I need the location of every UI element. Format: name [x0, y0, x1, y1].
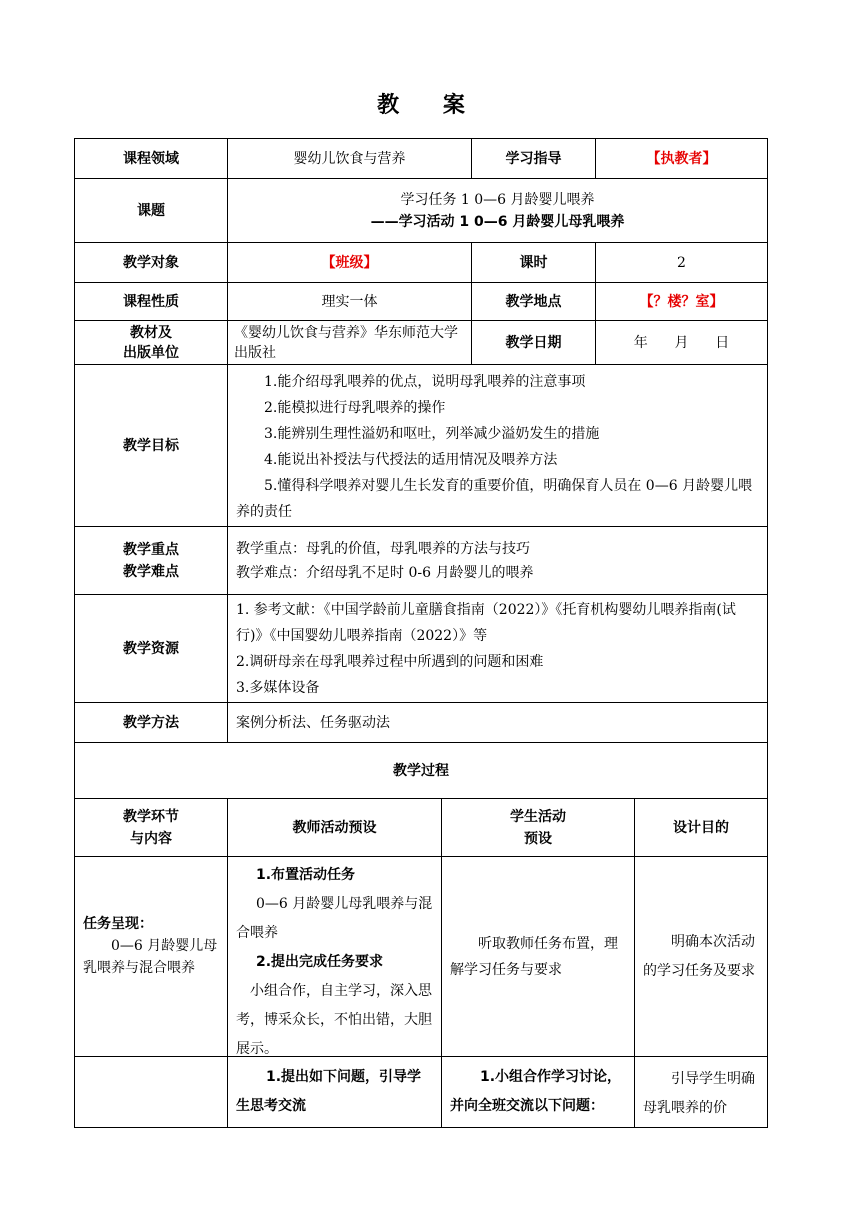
teacher-requirement-body: 小组合作，自主学习，深入思考，博采众长，不怕出错，大胆展示。	[236, 983, 432, 1057]
keypoint-line: 教学重点：母乳的价值，母乳喂养的方法与技巧	[236, 541, 530, 557]
topic-label: 课题	[74, 178, 227, 242]
col-student-header-2: 预设	[524, 830, 552, 847]
col-purpose-header: 设计目的	[634, 798, 768, 856]
objectives-list	[227, 364, 768, 526]
resources-content	[227, 594, 768, 702]
col-stage-header	[74, 798, 227, 856]
topic-value	[227, 178, 768, 242]
stage-body: 0—6 月龄婴儿母乳喂养与混合喂养	[83, 938, 218, 976]
objective-item: 2.能模拟进行母乳喂养的操作	[264, 400, 446, 416]
objective-item: 5.懂得科学喂养对婴儿生长发育的重要价值，明确保育人员在 0—6 月龄婴儿喂养的责任	[236, 478, 753, 520]
process-heading: 教学过程	[74, 742, 768, 798]
textbook-value: 《婴幼儿饮食与营养》华东师范大学出版社	[227, 320, 471, 364]
hours-label: 课时	[471, 242, 595, 282]
keypoints-content	[227, 526, 768, 594]
target-value: 【班级】	[227, 242, 471, 282]
page-title: 教 案	[377, 93, 483, 118]
purpose-text: 明确本次活动的学习任务及要求	[643, 933, 755, 979]
teacher-question-text: 1.提出如下问题，引导学生思考交流	[236, 1069, 422, 1114]
resource-line: 3.多媒体设备	[236, 680, 320, 696]
resource-line: 2.调研母亲在母乳喂养过程中所遇到的问题和困难	[236, 654, 544, 670]
stage-cell-2	[74, 1056, 227, 1128]
domain-label: 课程领域	[74, 138, 227, 178]
stage-title: 任务呈现：	[83, 916, 153, 932]
textbook-label	[74, 320, 227, 364]
guide-value: 【执教者】	[595, 138, 768, 178]
place-value: 【？楼？室】	[595, 282, 768, 320]
col-student-header	[441, 798, 634, 856]
purpose-text-2: 引导学生明确母乳喂养的价	[643, 1071, 755, 1116]
difficulty-line: 教学难点：介绍母乳不足时 0-6 月龄婴儿的喂养	[236, 565, 534, 581]
hours-value: 2	[595, 242, 768, 282]
purpose-cell	[634, 856, 768, 1056]
teacher-requirement-head: 2.提出完成任务要求	[256, 954, 384, 970]
nature-label: 课程性质	[74, 282, 227, 320]
target-label: 教学对象	[74, 242, 227, 282]
objective-item: 4.能说出补授法与代授法的适用情况及喂养方法	[264, 452, 558, 468]
topic-line-1: 学习任务 1 0—6 月龄婴儿喂养	[400, 191, 595, 208]
keypoints-label-1: 教学重点	[123, 541, 179, 558]
resources-label: 教学资源	[74, 594, 227, 702]
objective-item: 3.能辨别生理性溢奶和呕吐，列举减少溢奶发生的措施	[264, 426, 600, 442]
keypoints-label-2: 教学难点	[123, 563, 179, 580]
objectives-label: 教学目标	[74, 364, 227, 526]
col-teacher-header: 教师活动预设	[227, 798, 441, 856]
objective-item: 1.能介绍母乳喂养的优点，说明母乳喂养的注意事项	[264, 374, 586, 390]
domain-value: 婴幼儿饮食与营养	[227, 138, 471, 178]
nature-value: 理实一体	[227, 282, 471, 320]
textbook-label-2: 出版单位	[123, 344, 179, 361]
teacher-task-head: 1.布置活动任务	[256, 867, 356, 883]
keypoints-label	[74, 526, 227, 594]
date-value: 年 月 日	[595, 320, 768, 364]
methods-label: 教学方法	[74, 702, 227, 742]
col-student-header-1: 学生活动	[510, 808, 566, 825]
date-label: 教学日期	[471, 320, 595, 364]
col-stage-header-1: 教学环节	[123, 808, 179, 825]
stage-cell	[74, 856, 227, 1056]
methods-value: 案例分析法、任务驱动法	[227, 702, 768, 742]
teacher-task-body: 0—6 月龄婴儿母乳喂养与混合喂养	[236, 896, 433, 941]
student-discussion-text: 1.小组合作学习讨论，并向全班交流以下问题：	[450, 1069, 622, 1114]
student-cell-2	[441, 1056, 634, 1128]
place-label: 教学地点	[471, 282, 595, 320]
guide-label: 学习指导	[471, 138, 595, 178]
teacher-cell-2	[227, 1056, 441, 1128]
purpose-cell-2	[634, 1056, 768, 1128]
student-cell	[441, 856, 634, 1056]
topic-line-2: ——学习活动 1 0—6 月龄婴儿母乳喂养	[370, 213, 625, 230]
teacher-cell	[227, 856, 441, 1056]
student-text: 听取教师任务布置，理解学习任务与要求	[450, 935, 618, 978]
col-stage-header-2: 与内容	[130, 830, 172, 847]
textbook-label-1: 教材及	[130, 324, 172, 341]
resource-line: 1. 参考文献：《中国学龄前儿童膳食指南（2022）》《托育机构婴幼儿喂养指南(试行)》《中国婴幼儿喂养指南（2022）》等	[236, 602, 736, 644]
lesson-plan-table	[74, 138, 768, 1128]
